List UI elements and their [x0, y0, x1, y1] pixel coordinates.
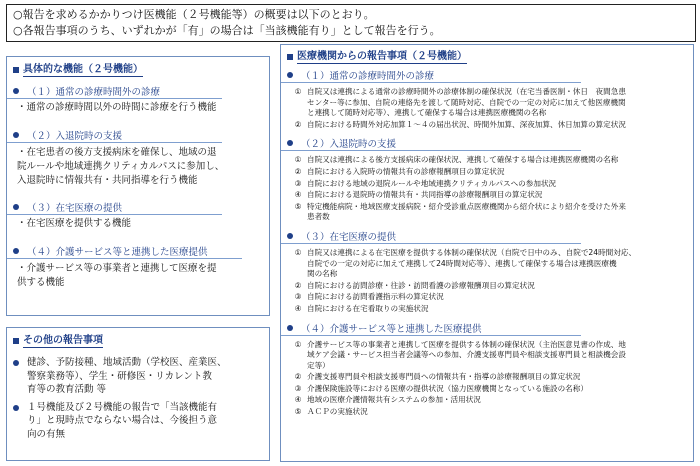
other-item: 健診、予防接種、地域活動（学校医、産業医、 警察業務等）、学生・研修医・リカレント教 育等の教育活動 等 [7, 356, 269, 397]
other-items-panel-title: その他の報告事項 [13, 333, 269, 349]
report-item: ④ 自院における退院時の情報共有・共同指導の診療報酬項目の算定状況 [294, 190, 543, 200]
circle-bullet-icon [13, 248, 19, 254]
function-section-4: （４）介護サービス等と連携した医療提供 ・介護サービス等の事業者と連携して医療を提 供する機能 [7, 244, 269, 290]
square-bullet-icon [13, 338, 19, 344]
report-item: ① 自院又は連携による後方支援病床の確保状況、連携して確保する場合は連携医療機関の名称 [294, 155, 619, 165]
intro-line-1: ○報告を求めるかかりつけ医機能（２号機能等）の概要は以下のとおり。 [13, 8, 375, 21]
report-section-1: （１）通常の診療時間外の診療 ① 自院又は連携による通常の診療時間外の診療体制の確保状況（在宅当番医制・休日 夜間急患 センター等に参加、自院の連絡先を渡して随時対応、自院での一定の対応に加えて他医療機関 と連携して随時対応等）、連携して確保する場合は連携医療機関の名称 ② 自院における時間外対応加算１～４の届出状況、時間外加算、深夜加算、休日加算の算定状況 [281, 68, 693, 130]
report-item: ① 自院又は連携による通常の診療時間外の診療体制の確保状況（在宅当番医制・休日 夜間急患 センター等に参加、自院の連絡先を渡して随時対応、自院での一定の対応に加えて他医療機関 と連携して随時対応等）、連携して確保する場合は連携医療機関の名称 [294, 87, 626, 118]
report-item: ⑤ ＡＣＰの実施状況 [294, 407, 368, 417]
intro-line-2: ○各報告事項のうち、いずれかが「有」の場合は「当該機能有り」として報告を行う。 [13, 24, 441, 37]
other-items-panel [6, 327, 270, 461]
circle-bullet-icon [287, 325, 293, 331]
report-items-panel [280, 44, 694, 462]
function-body-line: ・在宅患者の後方支援病床を確保し、地域の退 [17, 147, 217, 158]
function-body-line: ・在宅医療を提供する機能 [17, 218, 132, 229]
functions-panel-title: 具体的な機能（２号機能） [13, 62, 269, 78]
report-item: ③ 自院における訪問看護指示料の算定状況 [294, 292, 444, 302]
report-section-3: （３）在宅医療の提供 ① 自院又は連携による在宅医療を提供する体制の確保状況（自院で日中のみ、自院で24時間対応、 自院での一定の対応に加えて連携して24時間対応等）、連携して確保する場合は連携医療機 関の名称 ② 自院における訪問診療・往診・訪問看護の診療報酬項目の算定状況 ③ 自院における訪問看護指示料の算定状況 ④ 自院における在宅看取りの実施状況 [281, 229, 693, 315]
circle-bullet-icon [13, 360, 19, 366]
report-item: ② 自院における訪問診療・往診・訪問看護の診療報酬項目の算定状況 [294, 280, 535, 290]
function-body-line: 入退院時に情報共有・共同指導を行う機能 [17, 175, 198, 186]
function-body-line: 供する機能 [17, 277, 65, 288]
report-item: ② 自院における時間外対応加算１～４の届出状況、時間外加算、深夜加算、休日加算の算定状況 [294, 119, 626, 129]
circle-bullet-icon [13, 132, 19, 138]
report-item: ② 自院における入院時の情報共有の診療報酬項目の算定状況 [294, 166, 505, 176]
report-item: ③ 介護保険施設等における医療の提供状況（協力医療機関となっている施設の名称） [294, 383, 588, 393]
report-item: ④ 自院における在宅看取りの実施状況 [294, 303, 429, 313]
circle-bullet-icon [287, 72, 293, 78]
report-item: ① 介護サービス等の事業者と連携して医療を提供する体制の確保状況（主治医意見書の作成、地 域ケア会議・サービス担当者会議等への参加、介護支援専門員や相談支援専門員と相談機会設 定等） [294, 339, 626, 370]
function-section-2: （２）入退院時の支援 ・在宅患者の後方支援病床を確保し、地域の退 院ルールや地域連携クリティカルパスに参加し、 入退院時に情報共有・共同指導を行う機能 [7, 128, 269, 188]
other-item: １号機能及び２号機能の報告で「当該機能有 り」と現時点でならない場合は、今後担う意 向の有無 [7, 401, 269, 442]
report-item: ④ 地域の医療介護情報共有システムの参加・活用状況 [294, 395, 481, 405]
function-body-line: ・通常の診療時間以外の時間に診療を行う機能 [17, 102, 217, 113]
report-section-4: （４）介護サービス等と連携した医療提供 ① 介護サービス等の事業者と連携して医療を提供する体制の確保状況（主治医意見書の作成、地 域ケア会議・サービス担当者会議等への参加、介護支援専門員や相談支援専門員と相談機会設 定等） ② 介護支援専門員や相談支援専門員への情報共有・指導の診療報酬項目の算定状況 ③ 介護保険施設等における医療の提供状況（協力医療機関となっている施設の名称） ④ 地域の医療介護情報共有システムの参加・活用状況 ⑤ ＡＣＰの実施状況 [281, 321, 693, 418]
circle-bullet-icon [287, 140, 293, 146]
report-items-panel-title: 医療機関からの報告事項（２号機能） [287, 49, 693, 65]
report-item: ① 自院又は連携による在宅医療を提供する体制の確保状況（自院で日中のみ、自院で24時間対応、 自院での一定の対応に加えて連携して24時間対応等）、連携して確保する場合は連携医療機 関の名称 [294, 247, 637, 279]
report-item: ② 介護支援専門員や相談支援専門員への情報共有・指導の診療報酬項目の算定状況 [294, 372, 581, 382]
function-body-line: ・介護サービス等の事業者と連携して医療を提 [17, 263, 217, 274]
report-item: ③ 自院における地域の退院ルールや地域連携クリティカルパスへの参加状況 [294, 178, 557, 188]
circle-bullet-icon [13, 405, 19, 411]
circle-bullet-icon [287, 233, 293, 239]
square-bullet-icon [287, 54, 293, 60]
report-section-2: （２）入退院時の支援 ① 自院又は連携による後方支援病床の確保状況、連携して確保する場合は連携医療機関の名称 ② 自院における入院時の情報共有の診療報酬項目の算定状況 ③ 自院における地域の退院ルールや地域連携クリティカルパスへの参加状況 ④ 自院における退院時の情報共有・共同指導の診療報酬項目の算定状況 ⑤ 特定機能病院・地域医療支援病院・紹介受診重点医療機関から紹介状により紹介を受けた外来 患者数 [281, 136, 693, 223]
circle-bullet-icon [13, 204, 19, 210]
circle-bullet-icon [13, 88, 19, 94]
intro-box [6, 4, 696, 42]
function-body-line: 院ルールや地域連携クリティカルパスに参加し、 [17, 161, 225, 172]
report-item: ⑤ 特定機能病院・地域医療支援病院・紹介受診重点医療機関から紹介状により紹介を受けた外来 患者数 [294, 201, 626, 222]
square-bullet-icon [13, 67, 19, 73]
function-section-1: （１）通常の診療時間外の診療 ・通常の診療時間以外の時間に診療を行う機能 [7, 84, 269, 115]
function-section-3: （３）在宅医療の提供 ・在宅医療を提供する機能 [7, 200, 269, 231]
functions-panel [6, 56, 270, 316]
